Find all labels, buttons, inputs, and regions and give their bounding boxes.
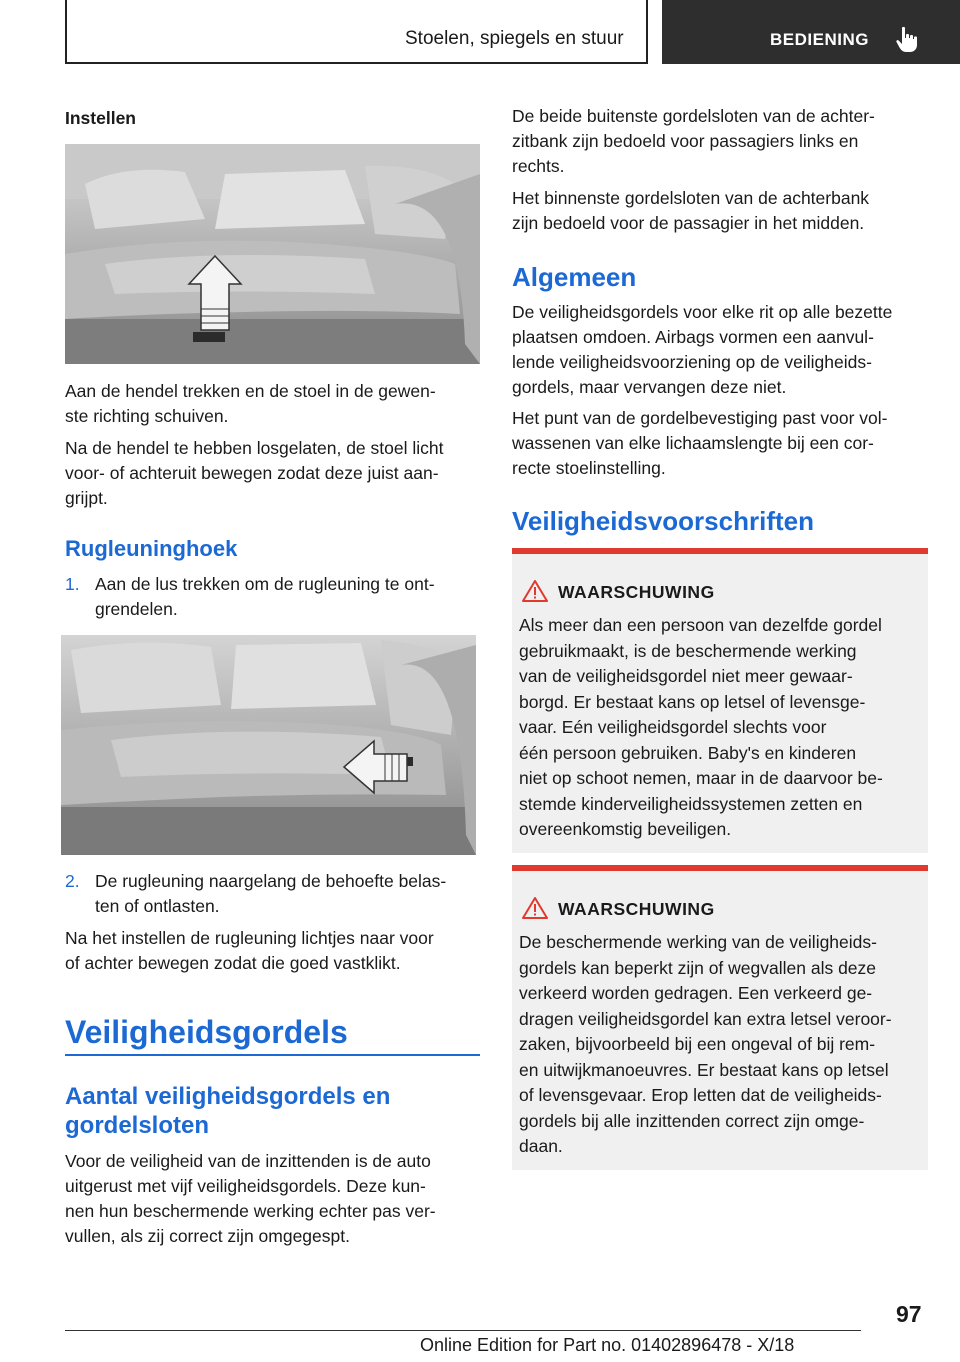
heading-instellen: Instellen	[65, 108, 136, 128]
footer-edition: Online Edition for Part no. 01402896478 - X/18	[420, 1335, 795, 1355]
paragraph-rugleuning: Na het instellen de rugleuning lichtjes naar voor of achter bewegen zodat die goed vastklikt.	[65, 928, 434, 973]
page-header	[0, 0, 960, 66]
heading-rugleuninghoek: Rugleuninghoek	[65, 536, 238, 561]
warning-triangle-icon	[522, 579, 548, 603]
header-section-title: Stoelen, spiegels en stuur	[405, 28, 624, 49]
warning-2-title: WAARSCHUWING	[558, 899, 715, 919]
photo-seat-lever	[65, 144, 480, 364]
paragraph-instellen-2: Na de hendel te hebben losgelaten, de stoel licht voor- of achteruit bewegen zodat deze juist aan- grijpt.	[65, 438, 444, 508]
warning-triangle-icon	[522, 896, 548, 920]
step-2-text: De rugleuning naargelang de behoefte belas- ten of ontlasten.	[95, 871, 447, 916]
step-1-number: 1.	[65, 574, 80, 594]
paragraph-gordelsloten-buiten: De beide buitenste gordelsloten van de achter- zitbank zijn bedoeld voor passagiers links en rechts.	[512, 106, 875, 176]
heading-aantal-gordels: Aantal veiligheidsgordels en gordelsloten	[65, 1083, 391, 1139]
step-1-text: Aan de lus trekken om de rugleuning te ont- grendelen.	[95, 574, 435, 619]
paragraph-gordelsloten-binnen: Het binnenste gordelsloten van de achterbank zijn bedoeld voor de passagier in het midden.	[512, 188, 870, 233]
heading-underline	[65, 1054, 480, 1056]
paragraph-algemeen-1: De veiligheidsgordels voor elke rit op alle bezette plaatsen omdoen. Airbags vormen een aanvul- lende veiligheidsvoorziening op de veiligheids- gordels, maar vervangen deze niet.	[512, 302, 893, 397]
page-number: 97	[896, 1301, 922, 1327]
pointing-hand-icon	[893, 24, 923, 54]
warning-box-2	[512, 865, 928, 1170]
paragraph-algemeen-2: Het punt van de gordelbevestiging past voor vol- wassenen van elke lichaamslengte bij een cor- recte stoelinstelling.	[512, 408, 888, 478]
heading-veiligheidsvoorschriften: Veiligheidsvoorschriften	[512, 506, 814, 536]
heading-veiligheidsgordels: Veiligheidsgordels	[65, 1014, 348, 1050]
warning-1-text: Als meer dan een persoon van dezelfde gordel gebruikmaakt, is de beschermende werking van de veiligheidsgordel niet meer gewaar- borgd. Er bestaat kans op letsel of levensge- vaar. Eén veiligheidsgordel slechts voor één persoon gebruiken. Baby's en kinderen niet op schoot nemen, maar in de daarvoor be- stemde kinderveiligheidssystemen zetten en overeenkomstig beveiligen.	[519, 615, 883, 839]
warning-1-title: WAARSCHUWING	[558, 582, 715, 602]
warning-box-1	[512, 548, 928, 853]
header-chapter-title: BEDIENING	[770, 30, 869, 49]
warning-2-text: De beschermende werking van de veiligheids- gordels kan beperkt zijn of wegvallen als deze verkeerd worden gedragen. Een verkeerd ge- dragen veiligheidsgordel kan extra letsel veroor- zaken, bijvoorbeeld bij een ongeval of bij rem- en uitwijkmanoeuvres. Er bestaat kans op letsel of levensgevaar. Erop letten dat de veiligheids- gordels bij alle inzittenden correct zijn omge- daan.	[519, 932, 892, 1156]
paragraph-aantal-gordels: Voor de veiligheid van de inzittenden is de auto uitgerust met vijf veiligheidsgordels. Deze kun- nen hun beschermende werking echter pas ver- vullen, als zij correct zijn omgegespt.	[65, 1151, 436, 1246]
footer-rule	[65, 1330, 861, 1331]
paragraph-instellen-1: Aan de hendel trekken en de stoel in de gewen- ste richting schuiven.	[65, 381, 436, 426]
heading-algemeen: Algemeen	[512, 262, 637, 292]
step-2-number: 2.	[65, 871, 80, 891]
photo-backrest-loop	[61, 635, 476, 855]
